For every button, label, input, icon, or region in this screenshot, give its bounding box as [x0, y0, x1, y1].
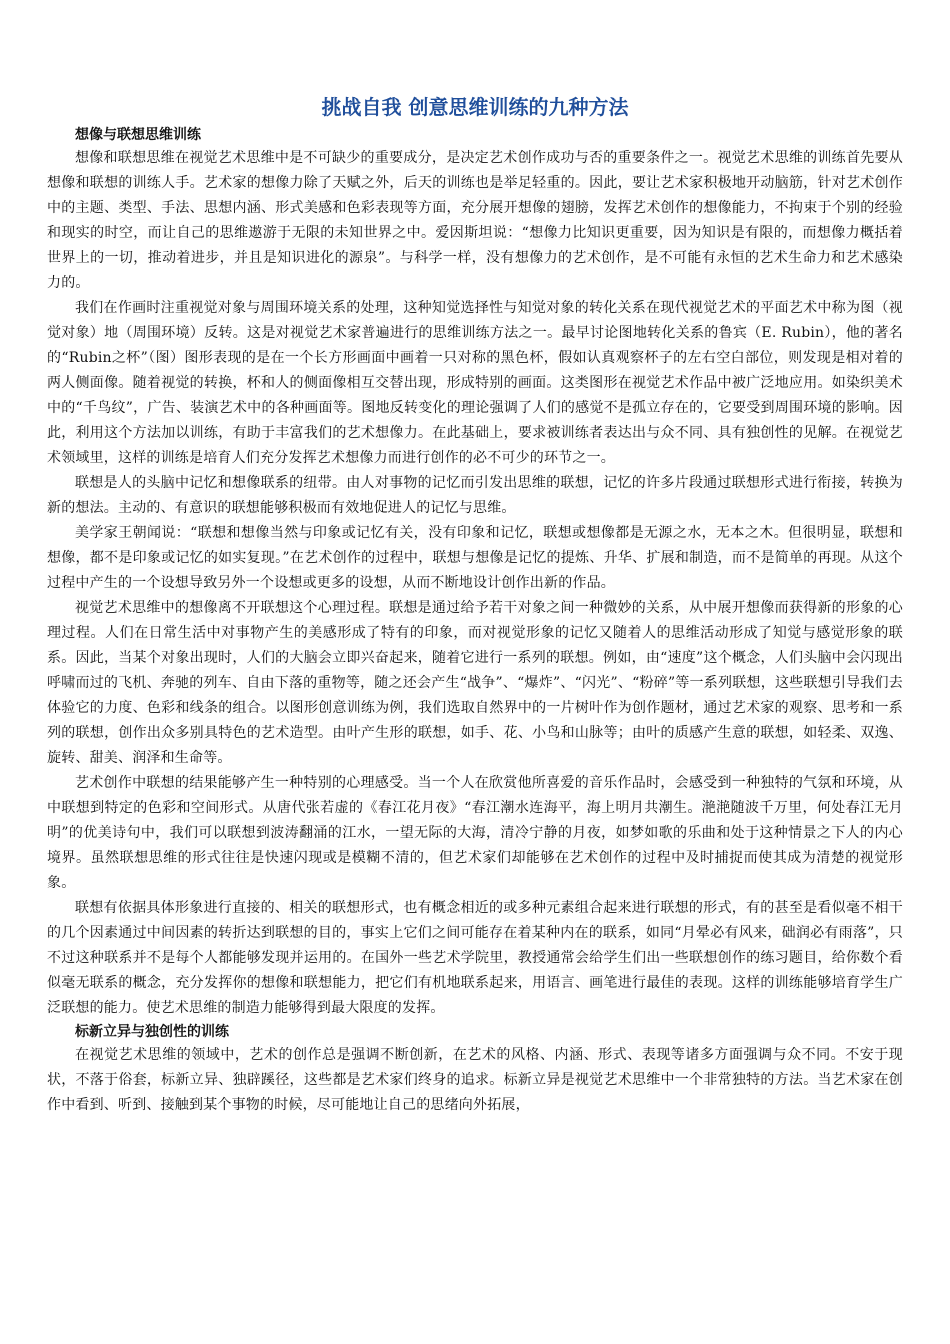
paragraph: 在视觉艺术思维的领域中，艺术的创作总是强调不断创新，在艺术的风格、内涵、形式、表现等诸多方面强调与众不同。不安于现状，不落于俗套，标新立异、独辟蹊径，这些都是艺术家们终身的追求。标新立异是视觉艺术思维中一个非常独特的方法。当艺术家在创作中看到、听到、接触到某个事物的时候，尽可能地让自己的思绪向外拓展，: [47, 1047, 903, 1113]
paragraph: 联想是人的头脑中记忆和想像联系的纽带。由人对事物的记忆而引发出思维的联想，记忆的许多片段通过联想形式进行衔接，转换为新的想法。主动的、有意识的联想能够积极而有效地促进人的记忆与思维。: [47, 475, 903, 516]
paragraph: 艺术创作中联想的结果能够产生一种特别的心理感受。当一个人在欣赏他所喜爱的音乐作品时，会感受到一种独特的气氛和环境，从中联想到特定的色彩和空间形式。从唐代张若虚的《春江花月夜》“春江潮水连海平，海上明月共潮生。滟滟随波千万里，何处春江无月明”的优美诗句中，我们可以联想到波涛翻涌的江水，一望无际的大海，清冷宁静的月夜，如梦如歌的乐曲和处于这种情景之下人的内心境界。虽然联想思维的形式往往是快速闪现或是模糊不清的，但艺术家们却能够在艺术创作的过程中及时捕捉而使其成为清楚的视觉形象。: [47, 775, 903, 891]
paragraph: 我们在作画时注重视觉对象与周围环境关系的处理，这种知觉选择性与知觉对象的转化关系在现代视觉艺术的平面艺术中称为图（视觉对象）地（周围环境）反转。这是对视觉艺术家普遍进行的思维训练方法之一。最早讨论图地转化关系的鲁宾（E. Rubin），他的著名的“Rubin之杯”（图）图形表现的是在一个长方形画面中画着一只对称的黑色杯，假如认真观察杯子的左右空白部位，则发现是相对着的两人侧面像。随着视觉的转换，杯和人的侧面像相互交替出现，形成特别的画面。这类图形在视觉艺术作品中被广泛地应用。如染织美术中的“千鸟纹”，广告、装演艺术中的各种画面等。图地反转变化的理论强调了人们的感觉不是孤立存在的，它要受到周围环境的影响。因此，利用这个方法加以训练，有助于丰富我们的艺术想像力。在此基础上，要求被训练者表达出与众不同、具有独创性的见解。在视觉艺术领域里，这样的训练是培育人们充分发挥艺术想像力而进行创作的必不可少的环节之一。: [47, 300, 903, 466]
section-heading: 标新立异与独创性的训练: [75, 1024, 229, 1040]
paragraph: 美学家王朝闻说：“联想和想像当然与印象或记忆有关，没有印象和记忆，联想或想像都是无源之水，无本之木。但很明显，联想和想像，都不是印象或记忆的如实复现。”在艺术创作的过程中，联想与想像是记忆的提炼、升华、扩展和制造，而不是简单的再现。从这个过程中产生的一个设想导致另外一个设想或更多的设想，从而不断地设计创作出新的作品。: [47, 525, 903, 591]
section-heading: 想像与联想思维训练: [75, 127, 201, 143]
paragraph: 想像和联想思维在视觉艺术思维中是不可缺少的重要成分，是决定艺术创作成功与否的重要条件之一。视觉艺术思维的训练首先要从想像和联想的训练人手。艺术家的想像力除了天赋之外，后天的训练也是举足轻重的。因此，要让艺术家积极地开动脑筋，针对艺术创作中的主题、类型、手法、思想内涵、形式美感和色彩表现等方面，充分展开想像的翅膀，发挥艺术创作的想像能力，不拘束于个别的经验和现实的时空，而让自己的思维遨游于无限的未知世界之中。爱因斯坦说：“想像力比知识更重要，因为知识是有限的，而想像力概括着世界上的一切，推动着进步，并且是知识进化的源泉”。与科学一样，没有想像力的艺术创作，是不可能有永恒的艺术生命力和艺术感染力的。: [47, 150, 903, 291]
paragraph: 联想有依据具体形象进行直接的、相关的联想形式，也有概念相近的或多种元素组合起来进行联想的形式，有的甚至是看似毫不相干的几个因素通过中间因素的转折达到联想的目的，事实上它们之间可能存在着某种内在的联系，如同“月晕必有风来，础润必有雨落”，只不过这种联系并不是每个人都能够发现并运用的。在国外一些艺术学院里，教授通常会给学生们出一些联想创作的练习题目，给你数个看似毫无联系的概念，充分发挥你的想像和联想能力，把它们有机地联系起来，用语言、画笔进行最佳的表现。这样的训练能够培育学生广泛联想的能力。使艺术思维的制造力能够得到最大限度的发挥。: [47, 900, 903, 1016]
document-page: [47, 92, 903, 1118]
paragraph: 视觉艺术思维中的想像离不开联想这个心理过程。联想是通过给予若干对象之间一种微妙的关系，从中展开想像而获得新的形象的心理过程。人们在日常生活中对事物产生的美感形成了特有的印象，而对视觉形象的记忆又随着人的思维活动形成了知觉与感觉形象的联系。因此，当某个对象出现时，人们的大脑会立即兴奋起来，随着它进行一系列的联想。例如，由“速度”这个概念，人们头脑中会闪现出呼啸而过的飞机、奔驰的列车、自由下落的重物等，随之还会产生“战争”、“爆炸”、“闪光”、“粉碎”等一系列联想，这些联想引导我们去体验它的力度、色彩和线条的组合。以图形创意训练为例，我们选取自然界中的一片树叶作为创作题材，通过艺术家的观察、思考和一系列的联想，创作出众多别具特色的艺术造型。由叶产生形的联想，如手、花、小鸟和山脉等；由叶的质感产生意的联想，如轻柔、双逸、旋转、甜美、润泽和生命等。: [47, 600, 903, 766]
page-title: 挑战自我 创意思维训练的九种方法: [321, 95, 629, 119]
